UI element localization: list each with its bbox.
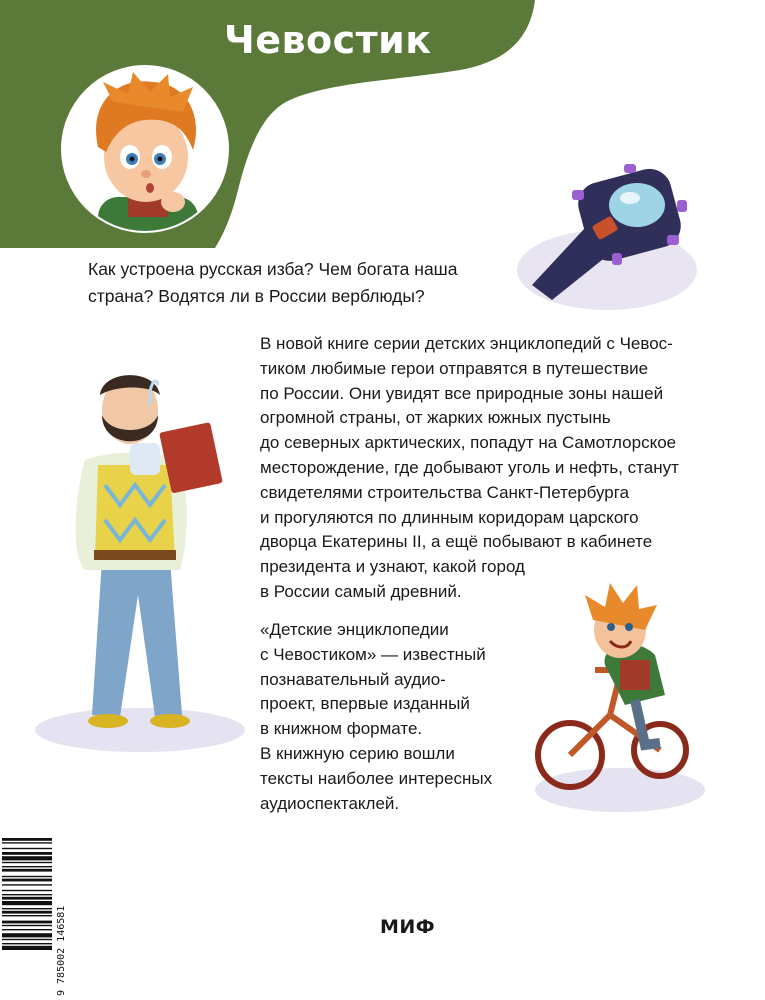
description-line: по России. Они увидят все природные зоны нашей xyxy=(260,383,664,403)
series-line: В книжную серию вошли xyxy=(260,743,455,763)
boy-on-bicycle-illustration xyxy=(525,575,705,815)
isbn-barcode xyxy=(0,834,70,1000)
description-line: свидетелями строительства Санкт-Петербурга xyxy=(260,482,630,502)
description-line: огромной страны, от жарких южных пустынь xyxy=(260,408,611,428)
description-line: тиком любимые герои отправятся в путешествие xyxy=(260,358,649,378)
uncle-kuzya-illustration xyxy=(30,355,250,755)
intro-line: страна? Водятся ли в России верблюды? xyxy=(88,286,425,306)
book-description xyxy=(260,332,690,605)
barcode-number: 9 785002 146581 xyxy=(56,905,67,996)
publisher-logo: МИФ xyxy=(380,916,436,938)
description-line: месторождение, где добывают уголь и нефть, станут xyxy=(260,457,679,477)
time-device-illustration xyxy=(512,150,702,325)
series-line: в книжном формате. xyxy=(260,719,423,739)
description-line: и прогуляются по длинным коридорам царского xyxy=(260,507,639,527)
description-line: до северных арктических, попадут на Самотлорское xyxy=(260,433,677,453)
book-title: Чевостик xyxy=(224,18,432,62)
description-line: в России самый древний. xyxy=(260,581,462,601)
series-line: познавательный аудио- xyxy=(260,669,446,689)
intro-questions xyxy=(88,256,488,310)
description-line: В новой книге серии детских энциклопедий с Чевос- xyxy=(260,334,673,353)
chevostik-portrait-illustration xyxy=(58,62,233,237)
series-line: аудиоспектаклей. xyxy=(260,793,400,813)
description-line: дворца Екатерины II, а ещё побывают в кабинете xyxy=(260,532,653,552)
series-line: проект, впервые изданный xyxy=(260,694,470,714)
description-line: президента и узнают, какой город xyxy=(260,557,525,577)
series-line: «Детские энциклопедии xyxy=(260,620,449,639)
series-line: тексты наиболее интересных xyxy=(260,768,493,788)
intro-line: Как устроена русская изба? Чем богата наша xyxy=(88,259,458,279)
series-note xyxy=(260,618,550,816)
series-line: с Чевостиком» — известный xyxy=(260,644,486,664)
